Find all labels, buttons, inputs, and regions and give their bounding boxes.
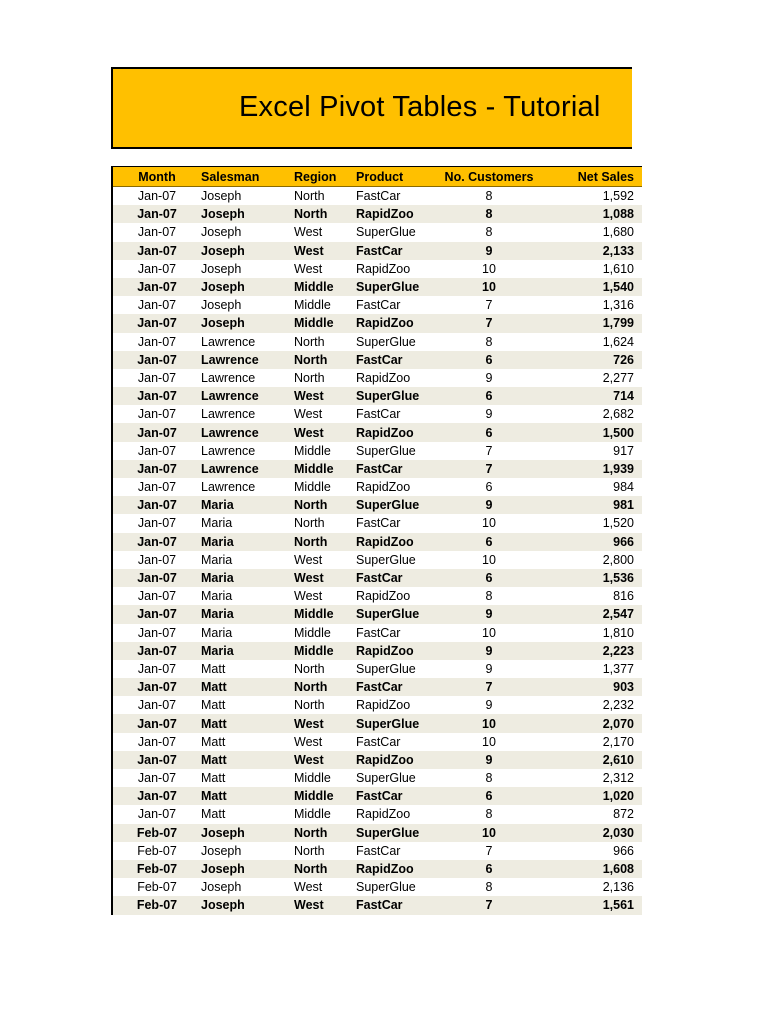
page-title: Excel Pivot Tables - Tutorial xyxy=(239,91,601,123)
cell-salesman[interactable]: Matt xyxy=(201,787,294,805)
cell-salesman[interactable]: Maria xyxy=(201,587,294,605)
cell-no-customers[interactable]: 10 xyxy=(434,624,544,642)
column-header-product[interactable]: Product xyxy=(356,167,434,187)
cell-no-customers[interactable]: 9 xyxy=(434,369,544,387)
cell-no-customers[interactable]: 8 xyxy=(434,878,544,896)
cell-salesman[interactable]: Lawrence xyxy=(201,387,294,405)
cell-net-sales[interactable]: 2,277 xyxy=(544,369,642,387)
cell-region[interactable]: North xyxy=(294,842,356,860)
cell-salesman[interactable]: Lawrence xyxy=(201,369,294,387)
cell-net-sales[interactable]: 1,520 xyxy=(544,514,642,532)
cell-salesman[interactable]: Joseph xyxy=(201,896,294,914)
cell-salesman[interactable]: Maria xyxy=(201,624,294,642)
table-row xyxy=(112,460,642,478)
cell-product[interactable]: RapidZoo xyxy=(356,260,434,278)
cell-region[interactable]: North xyxy=(294,187,356,206)
cell-month[interactable]: Jan-07 xyxy=(112,333,201,351)
cell-month[interactable]: Jan-07 xyxy=(112,478,201,496)
cell-month[interactable]: Feb-07 xyxy=(112,860,201,878)
cell-region[interactable]: Middle xyxy=(294,478,356,496)
cell-salesman[interactable]: Joseph xyxy=(201,205,294,223)
cell-month[interactable]: Jan-07 xyxy=(112,514,201,532)
cell-product[interactable]: SuperGlue xyxy=(356,660,434,678)
cell-salesman[interactable]: Joseph xyxy=(201,260,294,278)
table-row xyxy=(112,533,642,551)
cell-month[interactable]: Jan-07 xyxy=(112,787,201,805)
cell-region[interactable]: West xyxy=(294,587,356,605)
cell-product[interactable]: SuperGlue xyxy=(356,496,434,514)
cell-net-sales[interactable]: 2,610 xyxy=(544,751,642,769)
cell-region[interactable]: West xyxy=(294,242,356,260)
cell-region[interactable]: Middle xyxy=(294,769,356,787)
cell-no-customers[interactable]: 8 xyxy=(434,333,544,351)
cell-product[interactable]: FastCar xyxy=(356,842,434,860)
cell-no-customers[interactable]: 8 xyxy=(434,805,544,823)
cell-region[interactable]: North xyxy=(294,205,356,223)
table-row xyxy=(112,551,642,569)
cell-region[interactable]: Middle xyxy=(294,460,356,478)
cell-net-sales[interactable]: 1,020 xyxy=(544,787,642,805)
cell-no-customers[interactable]: 8 xyxy=(434,769,544,787)
cell-region[interactable]: North xyxy=(294,696,356,714)
cell-no-customers[interactable]: 7 xyxy=(434,442,544,460)
cell-product[interactable]: FastCar xyxy=(356,296,434,314)
cell-no-customers[interactable]: 6 xyxy=(434,860,544,878)
table-row xyxy=(112,496,642,514)
cell-salesman[interactable]: Lawrence xyxy=(201,442,294,460)
cell-no-customers[interactable]: 7 xyxy=(434,460,544,478)
cell-no-customers[interactable]: 6 xyxy=(434,423,544,441)
cell-product[interactable]: SuperGlue xyxy=(356,333,434,351)
cell-region[interactable]: West xyxy=(294,751,356,769)
table-row xyxy=(112,387,642,405)
cell-month[interactable]: Jan-07 xyxy=(112,751,201,769)
cell-region[interactable]: West xyxy=(294,714,356,732)
cell-no-customers[interactable]: 9 xyxy=(434,642,544,660)
cell-salesman[interactable]: Matt xyxy=(201,660,294,678)
cell-month[interactable]: Jan-07 xyxy=(112,260,201,278)
cell-region[interactable]: Middle xyxy=(294,296,356,314)
cell-salesman[interactable]: Lawrence xyxy=(201,478,294,496)
cell-net-sales[interactable]: 2,070 xyxy=(544,714,642,732)
cell-product[interactable]: FastCar xyxy=(356,678,434,696)
cell-net-sales[interactable]: 1,500 xyxy=(544,423,642,441)
cell-net-sales[interactable]: 1,088 xyxy=(544,205,642,223)
cell-salesman[interactable]: Matt xyxy=(201,769,294,787)
cell-no-customers[interactable]: 6 xyxy=(434,533,544,551)
cell-net-sales[interactable]: 2,800 xyxy=(544,551,642,569)
table-row xyxy=(112,333,642,351)
cell-net-sales[interactable]: 1,377 xyxy=(544,660,642,678)
cell-month[interactable]: Jan-07 xyxy=(112,587,201,605)
column-header-month[interactable]: Month xyxy=(112,167,201,187)
cell-net-sales[interactable]: 1,540 xyxy=(544,278,642,296)
cell-product[interactable]: FastCar xyxy=(356,187,434,206)
cell-no-customers[interactable]: 7 xyxy=(434,296,544,314)
table-header-row xyxy=(112,167,642,187)
cell-net-sales[interactable]: 1,592 xyxy=(544,187,642,206)
cell-month[interactable]: Jan-07 xyxy=(112,405,201,423)
cell-month[interactable]: Jan-07 xyxy=(112,714,201,732)
cell-product[interactable]: SuperGlue xyxy=(356,551,434,569)
cell-region[interactable]: Middle xyxy=(294,805,356,823)
cell-salesman[interactable]: Lawrence xyxy=(201,405,294,423)
cell-salesman[interactable]: Matt xyxy=(201,751,294,769)
cell-product[interactable]: FastCar xyxy=(356,514,434,532)
cell-month[interactable]: Jan-07 xyxy=(112,296,201,314)
table-row xyxy=(112,733,642,751)
cell-month[interactable]: Jan-07 xyxy=(112,351,201,369)
cell-product[interactable]: RapidZoo xyxy=(356,805,434,823)
cell-month[interactable]: Jan-07 xyxy=(112,805,201,823)
cell-net-sales[interactable]: 816 xyxy=(544,587,642,605)
cell-region[interactable]: West xyxy=(294,733,356,751)
cell-region[interactable]: West xyxy=(294,223,356,241)
cell-month[interactable]: Jan-07 xyxy=(112,678,201,696)
cell-region[interactable]: Middle xyxy=(294,787,356,805)
cell-product[interactable]: RapidZoo xyxy=(356,314,434,332)
cell-product[interactable]: RapidZoo xyxy=(356,860,434,878)
cell-net-sales[interactable]: 1,799 xyxy=(544,314,642,332)
cell-net-sales[interactable]: 1,624 xyxy=(544,333,642,351)
cell-month[interactable]: Jan-07 xyxy=(112,624,201,642)
cell-salesman[interactable]: Matt xyxy=(201,714,294,732)
cell-month[interactable]: Jan-07 xyxy=(112,733,201,751)
cell-month[interactable]: Jan-07 xyxy=(112,551,201,569)
column-header-salesman[interactable]: Salesman xyxy=(201,167,294,187)
table-row xyxy=(112,878,642,896)
cell-salesman[interactable]: Matt xyxy=(201,805,294,823)
cell-product[interactable]: SuperGlue xyxy=(356,223,434,241)
cell-salesman[interactable]: Maria xyxy=(201,605,294,623)
cell-region[interactable]: West xyxy=(294,387,356,405)
cell-net-sales[interactable]: 1,610 xyxy=(544,260,642,278)
cell-net-sales[interactable]: 726 xyxy=(544,351,642,369)
cell-net-sales[interactable]: 917 xyxy=(544,442,642,460)
cell-month[interactable]: Jan-07 xyxy=(112,278,201,296)
cell-no-customers[interactable]: 7 xyxy=(434,842,544,860)
table-row xyxy=(112,805,642,823)
cell-product[interactable]: FastCar xyxy=(356,896,434,914)
cell-salesman[interactable]: Joseph xyxy=(201,878,294,896)
cell-month[interactable]: Feb-07 xyxy=(112,842,201,860)
cell-month[interactable]: Jan-07 xyxy=(112,769,201,787)
cell-product[interactable]: RapidZoo xyxy=(356,205,434,223)
cell-net-sales[interactable]: 1,608 xyxy=(544,860,642,878)
cell-product[interactable]: RapidZoo xyxy=(356,423,434,441)
cell-net-sales[interactable]: 2,682 xyxy=(544,405,642,423)
table-row xyxy=(112,242,642,260)
table-row xyxy=(112,314,642,332)
cell-net-sales[interactable]: 2,312 xyxy=(544,769,642,787)
cell-net-sales[interactable]: 966 xyxy=(544,533,642,551)
cell-no-customers[interactable]: 10 xyxy=(434,551,544,569)
cell-no-customers[interactable]: 9 xyxy=(434,696,544,714)
cell-salesman[interactable]: Lawrence xyxy=(201,333,294,351)
cell-product[interactable]: RapidZoo xyxy=(356,696,434,714)
cell-no-customers[interactable]: 7 xyxy=(434,896,544,914)
cell-salesman[interactable]: Maria xyxy=(201,551,294,569)
table-row xyxy=(112,787,642,805)
cell-net-sales[interactable]: 1,810 xyxy=(544,624,642,642)
cell-product[interactable]: SuperGlue xyxy=(356,714,434,732)
cell-region[interactable]: West xyxy=(294,551,356,569)
table-row xyxy=(112,278,642,296)
cell-net-sales[interactable]: 2,170 xyxy=(544,733,642,751)
cell-region[interactable]: West xyxy=(294,423,356,441)
cell-net-sales[interactable]: 872 xyxy=(544,805,642,823)
cell-no-customers[interactable]: 9 xyxy=(434,242,544,260)
table-row xyxy=(112,896,642,914)
cell-no-customers[interactable]: 9 xyxy=(434,660,544,678)
cell-region[interactable]: North xyxy=(294,660,356,678)
cell-region[interactable]: Middle xyxy=(294,642,356,660)
cell-salesman[interactable]: Maria xyxy=(201,642,294,660)
cell-net-sales[interactable]: 2,223 xyxy=(544,642,642,660)
cell-product[interactable]: SuperGlue xyxy=(356,442,434,460)
cell-no-customers[interactable]: 9 xyxy=(434,405,544,423)
cell-no-customers[interactable]: 10 xyxy=(434,714,544,732)
cell-product[interactable]: SuperGlue xyxy=(356,387,434,405)
cell-net-sales[interactable]: 984 xyxy=(544,478,642,496)
cell-month[interactable]: Jan-07 xyxy=(112,696,201,714)
table-row xyxy=(112,842,642,860)
cell-salesman[interactable]: Lawrence xyxy=(201,351,294,369)
cell-no-customers[interactable]: 9 xyxy=(434,751,544,769)
cell-region[interactable]: North xyxy=(294,514,356,532)
cell-net-sales[interactable]: 903 xyxy=(544,678,642,696)
title-banner xyxy=(111,67,632,149)
cell-no-customers[interactable]: 10 xyxy=(434,824,544,842)
cell-product[interactable]: SuperGlue xyxy=(356,769,434,787)
table-row xyxy=(112,824,642,842)
cell-product[interactable]: RapidZoo xyxy=(356,478,434,496)
table-row xyxy=(112,405,642,423)
cell-salesman[interactable]: Matt xyxy=(201,696,294,714)
cell-no-customers[interactable]: 10 xyxy=(434,260,544,278)
cell-region[interactable]: North xyxy=(294,824,356,842)
cell-month[interactable]: Jan-07 xyxy=(112,205,201,223)
cell-salesman[interactable]: Lawrence xyxy=(201,460,294,478)
cell-net-sales[interactable]: 981 xyxy=(544,496,642,514)
cell-net-sales[interactable]: 1,680 xyxy=(544,223,642,241)
cell-region[interactable]: Middle xyxy=(294,605,356,623)
cell-no-customers[interactable]: 6 xyxy=(434,351,544,369)
cell-salesman[interactable]: Maria xyxy=(201,569,294,587)
table-row xyxy=(112,860,642,878)
cell-no-customers[interactable]: 6 xyxy=(434,787,544,805)
cell-month[interactable]: Jan-07 xyxy=(112,605,201,623)
cell-net-sales[interactable]: 714 xyxy=(544,387,642,405)
table-row xyxy=(112,624,642,642)
cell-region[interactable]: North xyxy=(294,369,356,387)
cell-salesman[interactable]: Lawrence xyxy=(201,423,294,441)
cell-no-customers[interactable]: 10 xyxy=(434,278,544,296)
cell-product[interactable]: FastCar xyxy=(356,351,434,369)
cell-month[interactable]: Feb-07 xyxy=(112,878,201,896)
cell-month[interactable]: Jan-07 xyxy=(112,660,201,678)
cell-net-sales[interactable]: 2,547 xyxy=(544,605,642,623)
cell-net-sales[interactable]: 966 xyxy=(544,842,642,860)
cell-salesman[interactable]: Maria xyxy=(201,496,294,514)
cell-month[interactable]: Feb-07 xyxy=(112,896,201,914)
cell-product[interactable]: FastCar xyxy=(356,569,434,587)
table-row xyxy=(112,260,642,278)
table-row xyxy=(112,423,642,441)
cell-region[interactable]: Middle xyxy=(294,624,356,642)
cell-month[interactable]: Feb-07 xyxy=(112,824,201,842)
cell-product[interactable]: FastCar xyxy=(356,733,434,751)
cell-no-customers[interactable]: 8 xyxy=(434,587,544,605)
cell-region[interactable]: West xyxy=(294,405,356,423)
cell-salesman[interactable]: Maria xyxy=(201,533,294,551)
table-row xyxy=(112,296,642,314)
cell-product[interactable]: SuperGlue xyxy=(356,278,434,296)
cell-region[interactable]: North xyxy=(294,860,356,878)
cell-month[interactable]: Jan-07 xyxy=(112,314,201,332)
cell-product[interactable]: FastCar xyxy=(356,787,434,805)
cell-no-customers[interactable]: 10 xyxy=(434,733,544,751)
cell-no-customers[interactable]: 9 xyxy=(434,605,544,623)
cell-product[interactable]: RapidZoo xyxy=(356,369,434,387)
table-row xyxy=(112,751,642,769)
cell-product[interactable]: FastCar xyxy=(356,624,434,642)
cell-region[interactable]: North xyxy=(294,496,356,514)
sales-data-table xyxy=(111,166,642,915)
cell-region[interactable]: Middle xyxy=(294,278,356,296)
cell-salesman[interactable]: Matt xyxy=(201,678,294,696)
cell-month[interactable]: Jan-07 xyxy=(112,369,201,387)
table-row xyxy=(112,514,642,532)
cell-no-customers[interactable]: 8 xyxy=(434,205,544,223)
cell-no-customers[interactable]: 7 xyxy=(434,678,544,696)
cell-region[interactable]: North xyxy=(294,333,356,351)
table-row xyxy=(112,678,642,696)
cell-month[interactable]: Jan-07 xyxy=(112,533,201,551)
cell-salesman[interactable]: Joseph xyxy=(201,824,294,842)
table-row xyxy=(112,205,642,223)
cell-region[interactable]: West xyxy=(294,878,356,896)
table-row xyxy=(112,478,642,496)
cell-no-customers[interactable]: 9 xyxy=(434,496,544,514)
cell-region[interactable]: North xyxy=(294,351,356,369)
cell-region[interactable]: North xyxy=(294,533,356,551)
cell-salesman[interactable]: Joseph xyxy=(201,223,294,241)
cell-salesman[interactable]: Maria xyxy=(201,514,294,532)
cell-region[interactable]: West xyxy=(294,896,356,914)
cell-product[interactable]: RapidZoo xyxy=(356,642,434,660)
cell-no-customers[interactable]: 8 xyxy=(434,223,544,241)
table-row xyxy=(112,696,642,714)
table-row xyxy=(112,660,642,678)
cell-month[interactable]: Jan-07 xyxy=(112,187,201,206)
cell-salesman[interactable]: Joseph xyxy=(201,187,294,206)
cell-month[interactable]: Jan-07 xyxy=(112,642,201,660)
cell-product[interactable]: FastCar xyxy=(356,405,434,423)
column-header-no-customers[interactable]: No. Customers xyxy=(434,167,544,187)
cell-no-customers[interactable]: 10 xyxy=(434,514,544,532)
cell-net-sales[interactable]: 2,136 xyxy=(544,878,642,896)
cell-no-customers[interactable]: 6 xyxy=(434,387,544,405)
cell-month[interactable]: Jan-07 xyxy=(112,242,201,260)
table-row xyxy=(112,587,642,605)
cell-product[interactable]: FastCar xyxy=(356,242,434,260)
cell-salesman[interactable]: Joseph xyxy=(201,860,294,878)
cell-product[interactable]: RapidZoo xyxy=(356,587,434,605)
cell-region[interactable]: Middle xyxy=(294,314,356,332)
cell-salesman[interactable]: Matt xyxy=(201,733,294,751)
cell-salesman[interactable]: Joseph xyxy=(201,296,294,314)
table-row xyxy=(112,642,642,660)
cell-net-sales[interactable]: 1,536 xyxy=(544,569,642,587)
cell-no-customers[interactable]: 6 xyxy=(434,478,544,496)
cell-product[interactable]: RapidZoo xyxy=(356,751,434,769)
table-row xyxy=(112,351,642,369)
cell-region[interactable]: North xyxy=(294,678,356,696)
cell-net-sales[interactable]: 1,939 xyxy=(544,460,642,478)
cell-net-sales[interactable]: 1,316 xyxy=(544,296,642,314)
table-row xyxy=(112,569,642,587)
cell-net-sales[interactable]: 1,561 xyxy=(544,896,642,914)
cell-product[interactable]: FastCar xyxy=(356,460,434,478)
cell-net-sales[interactable]: 2,232 xyxy=(544,696,642,714)
cell-net-sales[interactable]: 2,030 xyxy=(544,824,642,842)
cell-region[interactable]: Middle xyxy=(294,442,356,460)
cell-month[interactable]: Jan-07 xyxy=(112,223,201,241)
cell-product[interactable]: SuperGlue xyxy=(356,824,434,842)
cell-product[interactable]: SuperGlue xyxy=(356,605,434,623)
cell-no-customers[interactable]: 8 xyxy=(434,187,544,206)
cell-no-customers[interactable]: 7 xyxy=(434,314,544,332)
cell-salesman[interactable]: Joseph xyxy=(201,278,294,296)
cell-salesman[interactable]: Joseph xyxy=(201,314,294,332)
cell-month[interactable]: Jan-07 xyxy=(112,460,201,478)
column-header-net-sales[interactable]: Net Sales xyxy=(544,167,642,187)
cell-month[interactable]: Jan-07 xyxy=(112,442,201,460)
cell-net-sales[interactable]: 2,133 xyxy=(544,242,642,260)
table-row xyxy=(112,714,642,732)
cell-product[interactable]: RapidZoo xyxy=(356,533,434,551)
column-header-region[interactable]: Region xyxy=(294,167,356,187)
table-row xyxy=(112,442,642,460)
table-row xyxy=(112,223,642,241)
cell-product[interactable]: SuperGlue xyxy=(356,878,434,896)
cell-no-customers[interactable]: 6 xyxy=(434,569,544,587)
table-row xyxy=(112,187,642,206)
cell-salesman[interactable]: Joseph xyxy=(201,242,294,260)
table-row xyxy=(112,369,642,387)
cell-month[interactable]: Jan-07 xyxy=(112,496,201,514)
cell-month[interactable]: Jan-07 xyxy=(112,569,201,587)
table-body xyxy=(112,187,642,915)
table-row xyxy=(112,605,642,623)
cell-region[interactable]: West xyxy=(294,569,356,587)
table-row xyxy=(112,769,642,787)
cell-region[interactable]: West xyxy=(294,260,356,278)
cell-salesman[interactable]: Joseph xyxy=(201,842,294,860)
cell-month[interactable]: Jan-07 xyxy=(112,423,201,441)
cell-month[interactable]: Jan-07 xyxy=(112,387,201,405)
